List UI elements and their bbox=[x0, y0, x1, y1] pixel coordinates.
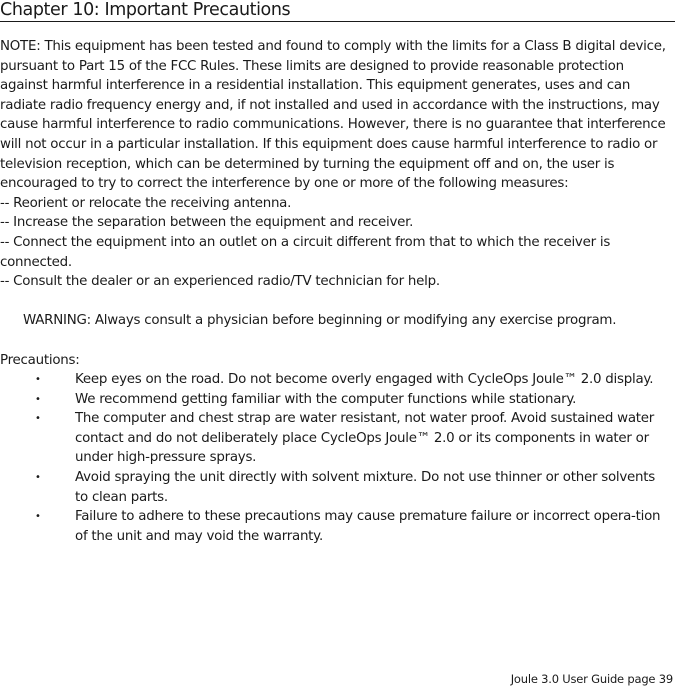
warning-text: WARNING: Always consult a physician before beginning or modifying any exercise program. bbox=[23, 313, 617, 329]
precaution-item bbox=[0, 390, 675, 410]
precaution-item bbox=[0, 370, 675, 390]
precaution-item bbox=[0, 468, 675, 507]
fcc-notice: NOTE: This equipment has been tested and found to comply with the limits for a Class B digital device, pursuant to Part 15 of the FCC Rules. These limits are designed to provide reasonable protection against harmful interference in a residential installation. This equipment generates, uses and can radiate radio frequency energy and, if not installed and used in accordance with the instructions, may cause harmful interference to radio communications. However, there is no guarantee that interference will not occur in a particular installation. If this equipment does cause harmful interference to radio or television reception, which can be determined by turning the equipment off and on, the user is encouraged to try to correct the interference by one or more of the following measures: bbox=[0, 39, 666, 192]
measure-item: -- Reorient or relocate the receiving antenna. bbox=[0, 195, 292, 211]
precaution-item bbox=[0, 507, 675, 546]
document-body bbox=[0, 37, 675, 546]
precaution-text: The computer and chest strap are water resistant, not water proof. Avoid sustained water contact and do not deliberately place CycleOps Joule™ 2.0 or its components in water or under high-pressure sprays. bbox=[75, 411, 655, 466]
spacer bbox=[0, 331, 675, 351]
precaution-text: Failure to adhere to these precautions may cause premature failure or incorrect opera-tion of the unit and may void the warranty. bbox=[75, 509, 661, 544]
title-rule bbox=[0, 21, 675, 22]
bullet-icon: • bbox=[35, 393, 41, 405]
measure-item: -- Consult the dealer or an experienced radio/TV technician for help. bbox=[0, 274, 440, 290]
bullet-icon: • bbox=[35, 374, 41, 386]
bullet-icon: • bbox=[35, 472, 41, 484]
precaution-text: We recommend getting familiar with the computer functions while stationary. bbox=[75, 391, 577, 407]
page-footer: Joule 3.0 User Guide page 39 bbox=[510, 672, 673, 686]
bullet-icon: • bbox=[35, 413, 41, 425]
bullet-icon: • bbox=[35, 511, 41, 523]
measure-item: -- Connect the equipment into an outlet on a circuit different from that to which the receiver is connected. bbox=[0, 234, 611, 270]
spacer bbox=[0, 292, 675, 312]
chapter-title: Chapter 10: Important Precautions bbox=[0, 0, 291, 20]
measure-item: -- Increase the separation between the equipment and receiver. bbox=[0, 215, 414, 231]
precaution-text: Keep eyes on the road. Do not become overly engaged with CycleOps Joule™ 2.0 display. bbox=[75, 372, 654, 388]
precautions-heading: Precautions: bbox=[0, 352, 80, 368]
precaution-item bbox=[0, 409, 675, 468]
precautions-list bbox=[0, 370, 675, 546]
precaution-text: Avoid spraying the unit directly with solvent mixture. Do not use thinner or other solvents to clean parts. bbox=[75, 470, 655, 505]
